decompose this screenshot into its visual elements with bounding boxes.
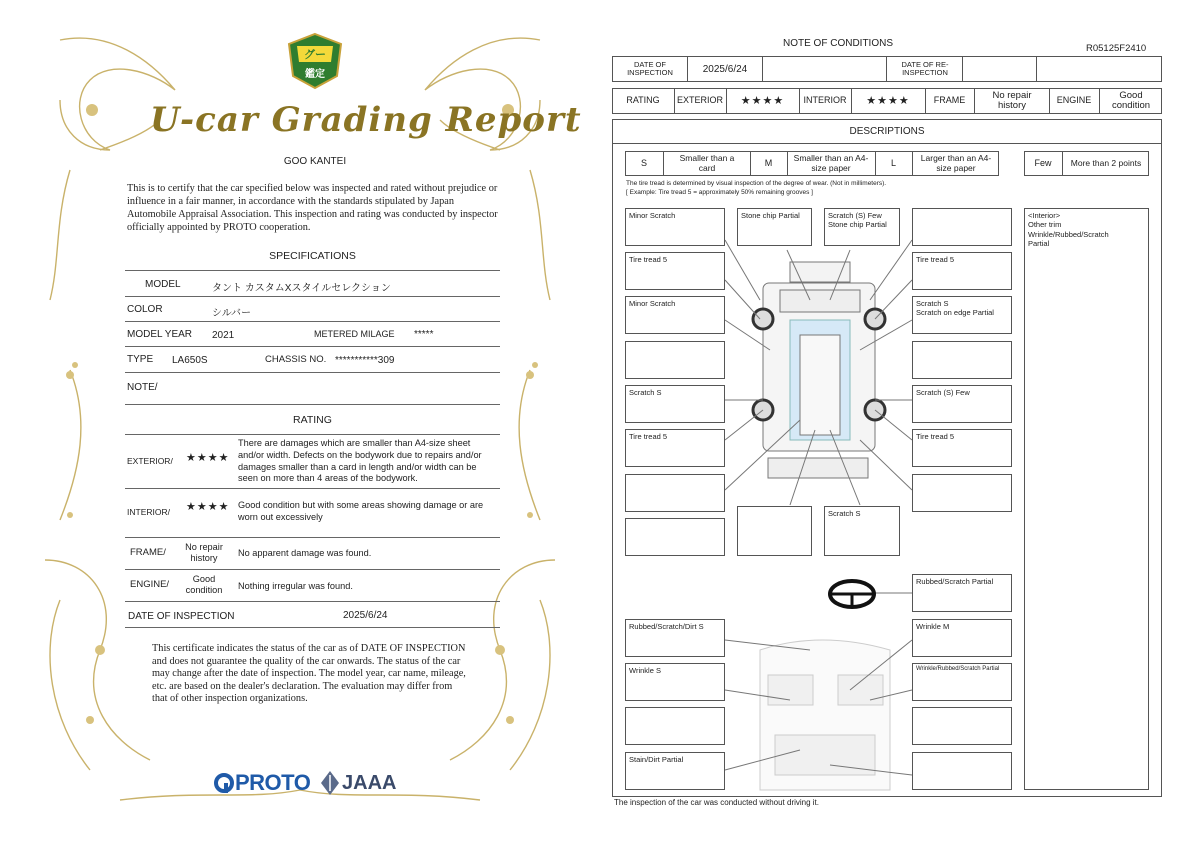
- damage-box-left-6: Tire tread 5: [625, 429, 725, 467]
- interior-label: INTERIOR: [803, 95, 847, 106]
- date-inspection-value: 2025/6/24: [702, 63, 748, 75]
- interior-stars: ★★★★: [186, 501, 230, 513]
- certificate-subtitle: GOO KANTEI: [283, 156, 347, 167]
- damage-box-left-3: Minor Scratch: [625, 296, 725, 334]
- exterior-description: There are damages which are smaller than A4-size sheet and/or width. Defects on the bodywork due to repairs and/or damages smaller than a card in length and/or width can be seen on more than 4 areas of the bodywork.: [238, 438, 482, 484]
- frame-description: No apparent damage was found.: [238, 548, 372, 558]
- model-year-label: MODEL YEAR: [127, 329, 193, 340]
- certificate-intro: This is to certify that the car specified below was inspected and rated without prejudice or influence in a fair manner, in accordance with the standards stipulated by Japan Automobile Appraisal Association. This inspection and rating was conducted by inspector officially appointed by PROTO cooperation.: [127, 183, 498, 233]
- reference-number: R05125F2410: [1086, 43, 1147, 54]
- date-inspection-label: DATE OF INSPECTION: [627, 59, 673, 77]
- specifications-heading: SPECIFICATIONS: [269, 250, 356, 262]
- exterior-stars: ★★★★: [186, 452, 230, 464]
- badge-top-text: グー: [304, 49, 326, 61]
- damage-box-right-4: [912, 341, 1012, 379]
- tire-note: The tire tread is determined by visual inspection of the degree of wear. (Not in millimeters).: [626, 180, 887, 187]
- conditions-title: NOTE OF CONDITIONS: [783, 38, 893, 49]
- damage-box-left-5: Scratch S: [625, 385, 725, 423]
- damage-box-left-4: [625, 341, 725, 379]
- rating-heading: RATING: [293, 414, 332, 426]
- legend-few-desc: More than 2 points: [1070, 157, 1142, 168]
- badge-text: 鑑定: [305, 69, 325, 80]
- descriptions-heading: DESCRIPTIONS: [849, 126, 925, 137]
- legend-few: Few: [1034, 157, 1052, 168]
- interior-stars: ★★★★: [866, 94, 910, 107]
- tire-example: [ Example: Tire tread 5 = approximately 50% remaining grooves ]: [626, 189, 813, 196]
- type-label: TYPE: [127, 354, 154, 365]
- frame-label: FRAME/: [130, 547, 166, 558]
- damage-box-right-2: Tire tread 5: [912, 252, 1012, 290]
- legend-l: L: [890, 157, 896, 168]
- engine-label: ENGINE/: [130, 579, 170, 590]
- certificate-title: U-car Grading Report: [150, 100, 582, 140]
- metered-mileage-value: *****: [414, 329, 434, 340]
- note-of-conditions: [600, 0, 1200, 848]
- legend-l-desc: Larger than an A4-size paper: [920, 153, 992, 173]
- interior-box-left-1: Rubbed/Scratch/Dirt S: [625, 619, 725, 657]
- note-label: NOTE/: [127, 382, 158, 393]
- interior-box-left-4: Stain/Dirt Partial: [625, 752, 725, 790]
- interior-description: Good condition but with some areas showing damage or are worn out excessively: [238, 500, 484, 522]
- damage-box-bottom-2: Scratch S: [824, 506, 900, 556]
- interior-box-right-1: Wrinkle M: [912, 619, 1012, 657]
- damage-box-bottom-1: [737, 506, 812, 556]
- damage-box-steering: Rubbed/Scratch Partial: [912, 574, 1012, 612]
- damage-box-left-2: Tire tread 5: [625, 252, 725, 290]
- chassis-label: CHASSIS NO.: [265, 354, 327, 365]
- interior-box-right-2: Wrinkle/Rubbed/Scratch Partial: [912, 663, 1012, 701]
- interior-box-left-2: Wrinkle S: [625, 663, 725, 701]
- damage-box-top-2: Scratch (S) Few Stone chip Partial: [824, 208, 900, 246]
- damage-box-left-8: [625, 518, 725, 556]
- chassis-value: ***********309: [335, 355, 395, 366]
- proto-logo: [213, 770, 310, 796]
- model-year-value: 2021: [212, 330, 235, 341]
- interior-notes-panel: <Interior> Other trim Wrinkle/Rubbed/Scratch Partial: [1024, 208, 1149, 790]
- interior-box-right-3: [912, 707, 1012, 745]
- legend-s-desc: Smaller than a card: [679, 153, 735, 173]
- frame-value: No repair history: [992, 89, 1032, 111]
- interior-box-left-3: [625, 707, 725, 745]
- frame-value: No repair history: [185, 542, 223, 564]
- proto-logo-text: PROTO: [235, 770, 311, 795]
- metered-mileage-label: METERED MILAGE: [314, 329, 395, 339]
- frame-label: FRAME: [933, 95, 966, 106]
- exterior-label: EXTERIOR: [676, 95, 723, 106]
- exterior-label: EXTERIOR/: [127, 456, 173, 466]
- goo-kantei-badge: [287, 32, 343, 90]
- conditions-footer: The inspection of the car was conducted without driving it.: [614, 798, 819, 807]
- damage-box-right-1: [912, 208, 1012, 246]
- engine-value: Good condition: [185, 574, 223, 596]
- damage-box-right-3: Scratch S Scratch on edge Partial: [912, 296, 1012, 334]
- model-value: タント カスタムXスタイルセレクション: [212, 283, 391, 294]
- legend-s: S: [640, 157, 647, 168]
- type-value: LA650S: [172, 355, 208, 366]
- legend-m: M: [764, 157, 773, 168]
- inspection-date-value: 2025/6/24: [343, 610, 388, 621]
- inspection-date-label: DATE OF INSPECTION: [128, 611, 235, 622]
- proto-logo-mark-icon: [213, 772, 235, 794]
- damage-box-left-7: [625, 474, 725, 512]
- certificate-footer-text: This certificate indicates the status of the car as of DATE OF INSPECTION and does not guarantee the quality of the car onwards. The status of the car may change after the date of inspection. The model year, car name, mileage, etc. are based on the dealer's declaration. The evaluation may differ from that of other inspection organizations.: [152, 643, 466, 705]
- date-reinspection-label: DATE OF RE-INSPECTION: [901, 59, 949, 77]
- jaaa-logo-mark-icon: [320, 770, 340, 796]
- engine-value: Good condition: [1111, 89, 1151, 111]
- jaaa-logo-text: JAAA: [342, 771, 397, 794]
- interior-box-right-4: [912, 752, 1012, 790]
- steering-wheel-icon: [830, 581, 874, 607]
- damage-box-right-7: [912, 474, 1012, 512]
- engine-description: Nothing irregular was found.: [238, 581, 353, 591]
- interior-label: INTERIOR/: [127, 507, 170, 517]
- engine-label: ENGINE: [1056, 95, 1092, 106]
- jaaa-logo: [320, 770, 396, 796]
- damage-box-left-1: Minor Scratch: [625, 208, 725, 246]
- exterior-stars: ★★★★: [740, 94, 785, 107]
- damage-box-top-1: Stone chip Partial: [737, 208, 812, 246]
- damage-box-right-6: Tire tread 5: [912, 429, 1012, 467]
- rating-label: RATING: [626, 95, 660, 106]
- legend-m-desc: Smaller than an A4-size paper: [793, 153, 869, 173]
- color-label: COLOR: [127, 304, 163, 315]
- color-value: シルバー: [212, 308, 252, 319]
- model-label: MODEL: [145, 279, 181, 290]
- damage-box-right-5: Scratch (S) Few: [912, 385, 1012, 423]
